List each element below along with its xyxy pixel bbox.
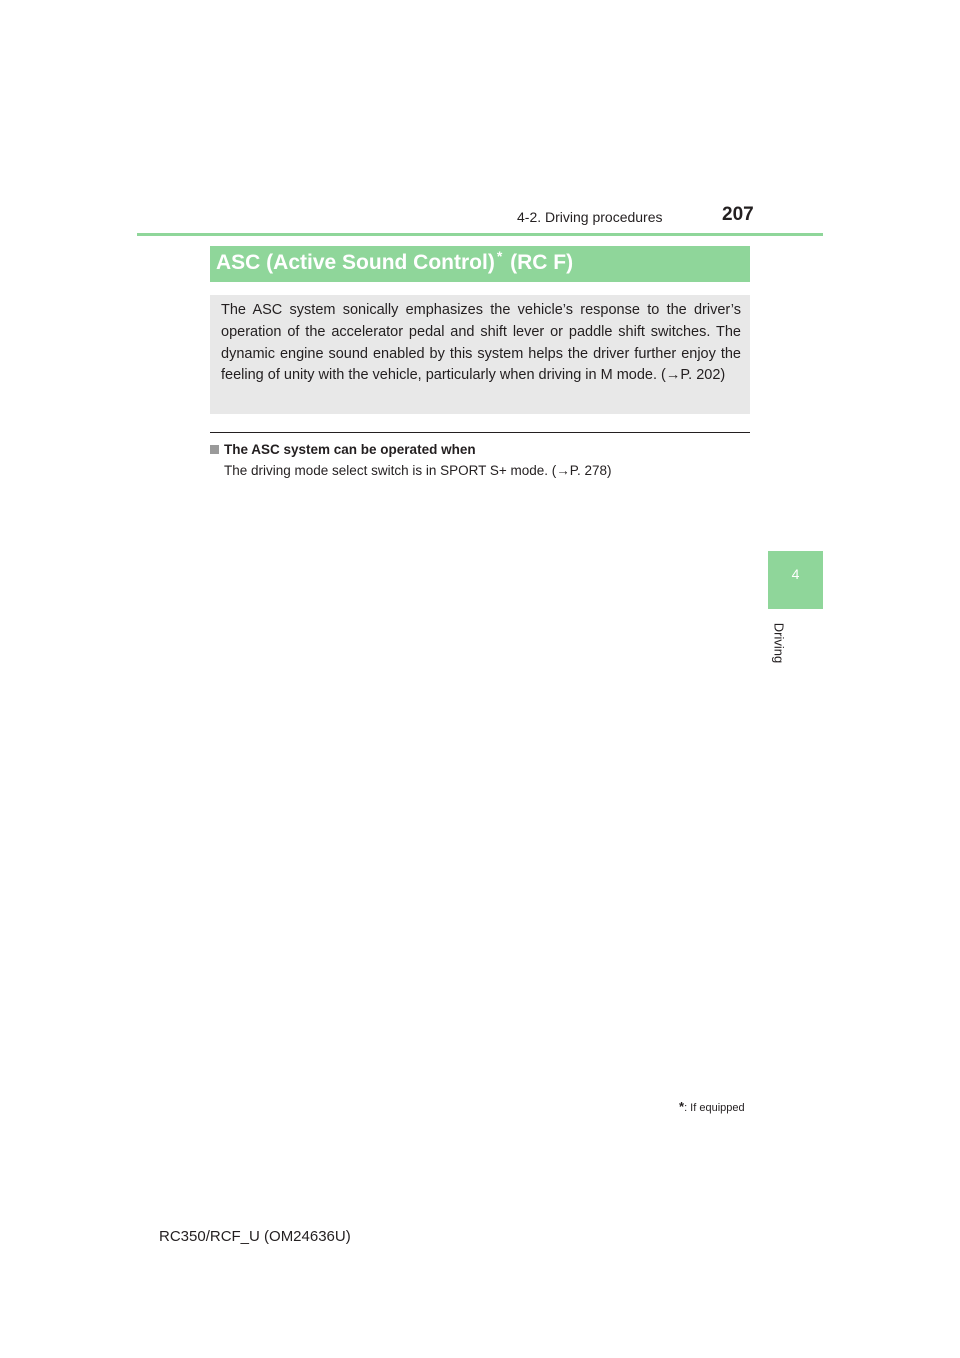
footer-code: RC350/RCF_U (OM24636U) <box>159 1228 351 1245</box>
footnote-marker: * <box>679 1099 685 1114</box>
chapter-label-container <box>762 618 796 668</box>
title-asterisk: * <box>496 248 503 264</box>
header-section-title: 4-2. Driving procedures <box>517 209 663 225</box>
title-suffix: (RC F) <box>510 251 574 274</box>
page-title <box>216 249 573 277</box>
note-heading <box>210 442 476 457</box>
square-bullet-icon <box>210 445 219 454</box>
note-heading-text: The ASC system can be operated when <box>224 442 476 457</box>
title-main: ASC (Active Sound Control) <box>216 251 495 274</box>
footnote-text: : If equipped <box>684 1102 745 1114</box>
footnote <box>679 1099 745 1114</box>
section-divider <box>210 432 750 433</box>
chapter-label: Driving <box>771 622 787 664</box>
note-body: The driving mode select switch is in SPORT S+ mode. (→P. 278) <box>224 463 612 478</box>
page-number: 207 <box>722 204 754 225</box>
intro-text: The ASC system sonically emphasizes the vehicle’s response to the driver’s operation of the accelerator pedal and shift lever or paddle shift switches. The dynamic engine sound enabled by this system helps the driver further enjoy the feeling of unity with the vehicle, particularly when driving in M mode. (→P. 202) <box>221 302 741 384</box>
chapter-number: 4 <box>791 566 800 582</box>
header-rule <box>137 233 823 236</box>
